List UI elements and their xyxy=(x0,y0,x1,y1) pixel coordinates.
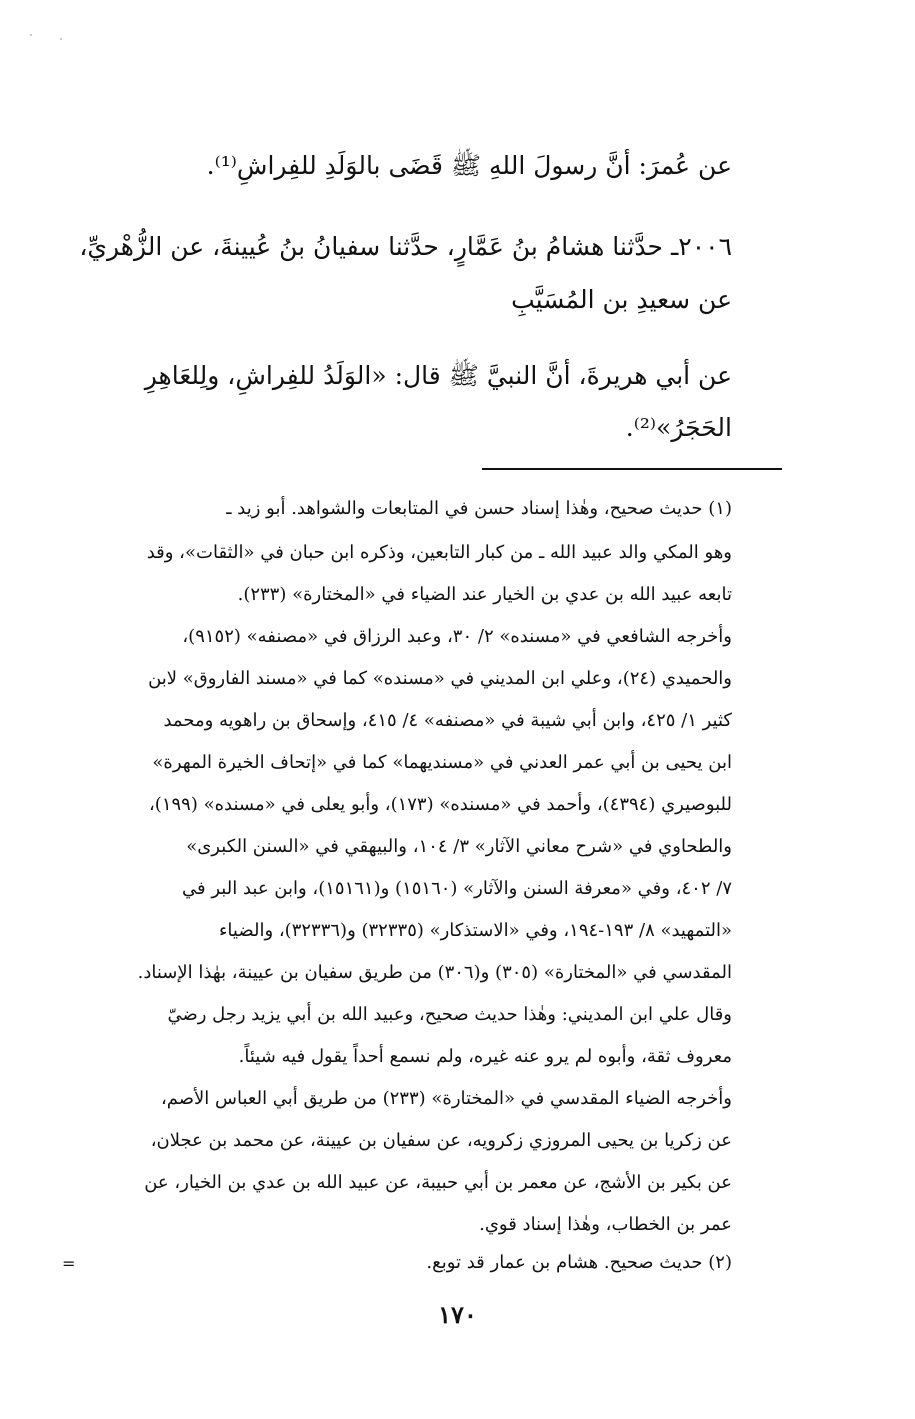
footnote-line: المقدسي في «المختارة» (٣٠٥) و(٣٠٦) من طريق سفيان بن عيينة، بهٰذا الإسناد. xyxy=(137,962,732,983)
footnote-line: تابعه عبيد الله بن عدي بن الخيار عند الضياء في «المختارة» (٢٣٣). xyxy=(237,584,732,605)
hadith-2006-line-3: عن أبي هريرةَ، أنَّ النبيَّ ﷺ قال: «الوَلَدُ للفِراشِ، ولِلعَاهِرِ xyxy=(144,361,732,390)
scan-specks xyxy=(25,25,65,45)
continuation-mark: = xyxy=(62,1254,76,1273)
hadith-2006-line-2: عن سعيدِ بن المُسَيَّبِ xyxy=(511,285,732,314)
footnote-line: والحميدي (٢٤)، وعلي ابن المديني في «مسنده» كما في «مسند الفاروق» لابن xyxy=(148,668,732,689)
footnote-line: ابن يحيى بن أبي عمر العدني في «مسنديهما» كما في «إتحاف الخيرة المهرة» xyxy=(152,752,732,773)
footnote-line: والطحاوي في «شرح معاني الآثار» ٣/ ١٠٤، والبيهقي في «السنن الكبرى» xyxy=(186,836,732,857)
main-line-1: عن عُمرَ: أنَّ رسولَ اللهِ ﷺ قَضَى بالوَلَدِ للفِراشِ⁽¹⁾. xyxy=(206,151,732,180)
footnote-line: وأخرجه الضياء المقدسي في «المختارة» (٢٣٣) من طريق أبي العباس الأصم، xyxy=(160,1088,732,1109)
footnote-line: (١) حديث صحيح، وهٰذا إسناد حسن في المتابعات والشواهد. أبو زيد ـ xyxy=(226,498,732,519)
footnote-line: عن بكير بن الأشج، عن معمر بن أبي حبيبة، عن عبيد الله بن عدي بن الخيار، عن xyxy=(144,1172,732,1193)
footnote-line: وأخرجه الشافعي في «مسنده» ٢/ ٣٠، وعبد الرزاق في «مصنفه» (٩١٥٢)، xyxy=(182,626,732,647)
footnote-line: عن زكريا بن يحيى المروزي زكرويه، عن سفيان بن عيينة، عن محمد بن عجلان، xyxy=(150,1130,732,1151)
footnote-line: للبوصيري (٤٣٩٤)، وأحمد في «مسنده» (١٧٣)، وأبو يعلى في «مسنده» (١٩٩)، xyxy=(148,794,732,815)
footnote-separator xyxy=(482,468,782,470)
hadith-2006-line-1: ٢٠٠٦ـ حدَّثنا هشامُ بنُ عَمَّارٍ، حدَّثنا سفيانُ بنُ عُيينةَ، عن الزُّهْريِّ، xyxy=(79,232,732,261)
footnote-2: (٢) حديث صحيح. هشام بن عمار قد توبع. xyxy=(426,1252,732,1273)
footnote-line: معروف ثقة، وأبوه لم يرو عنه غيره، ولم نسمع أحداً يقول فيه شيئاً. xyxy=(238,1046,732,1067)
footnote-line: «التمهيد» ٨/ ١٩٣-١٩٤، وفي «الاستذكار» (٣٢٣٣٥) و(٣٢٣٣٦)، والضياء xyxy=(218,920,732,941)
footnote-line: وقال علي ابن المديني: وهٰذا حديث صحيح، وعبيد الله بن أبي يزيد رجل رضيّ xyxy=(167,1004,732,1025)
footnote-line: ٧/ ٤٠٢، وفي «معرفة السنن والآثار» (١٥١٦٠) و(١٥١٦١)، وابن عبد البر في xyxy=(182,878,732,899)
footnote-line: عمر بن الخطاب، وهٰذا إسناد قوي. xyxy=(479,1214,732,1235)
footnote-line: وهو المكي والد عبيد الله ـ من كبار التابعين، وذكره ابن حبان في «الثقات»، وقد xyxy=(146,542,732,563)
hadith-2006-line-4: الحَجَرُ»⁽²⁾. xyxy=(625,413,732,442)
footnote-line: كثير ١/ ٤٢٥، وابن أبي شيبة في «مصنفه» ٤/ ٤١٥، وإسحاق بن راهويه ومحمد xyxy=(163,710,732,731)
page-number: ١٧٠ xyxy=(438,1300,477,1329)
